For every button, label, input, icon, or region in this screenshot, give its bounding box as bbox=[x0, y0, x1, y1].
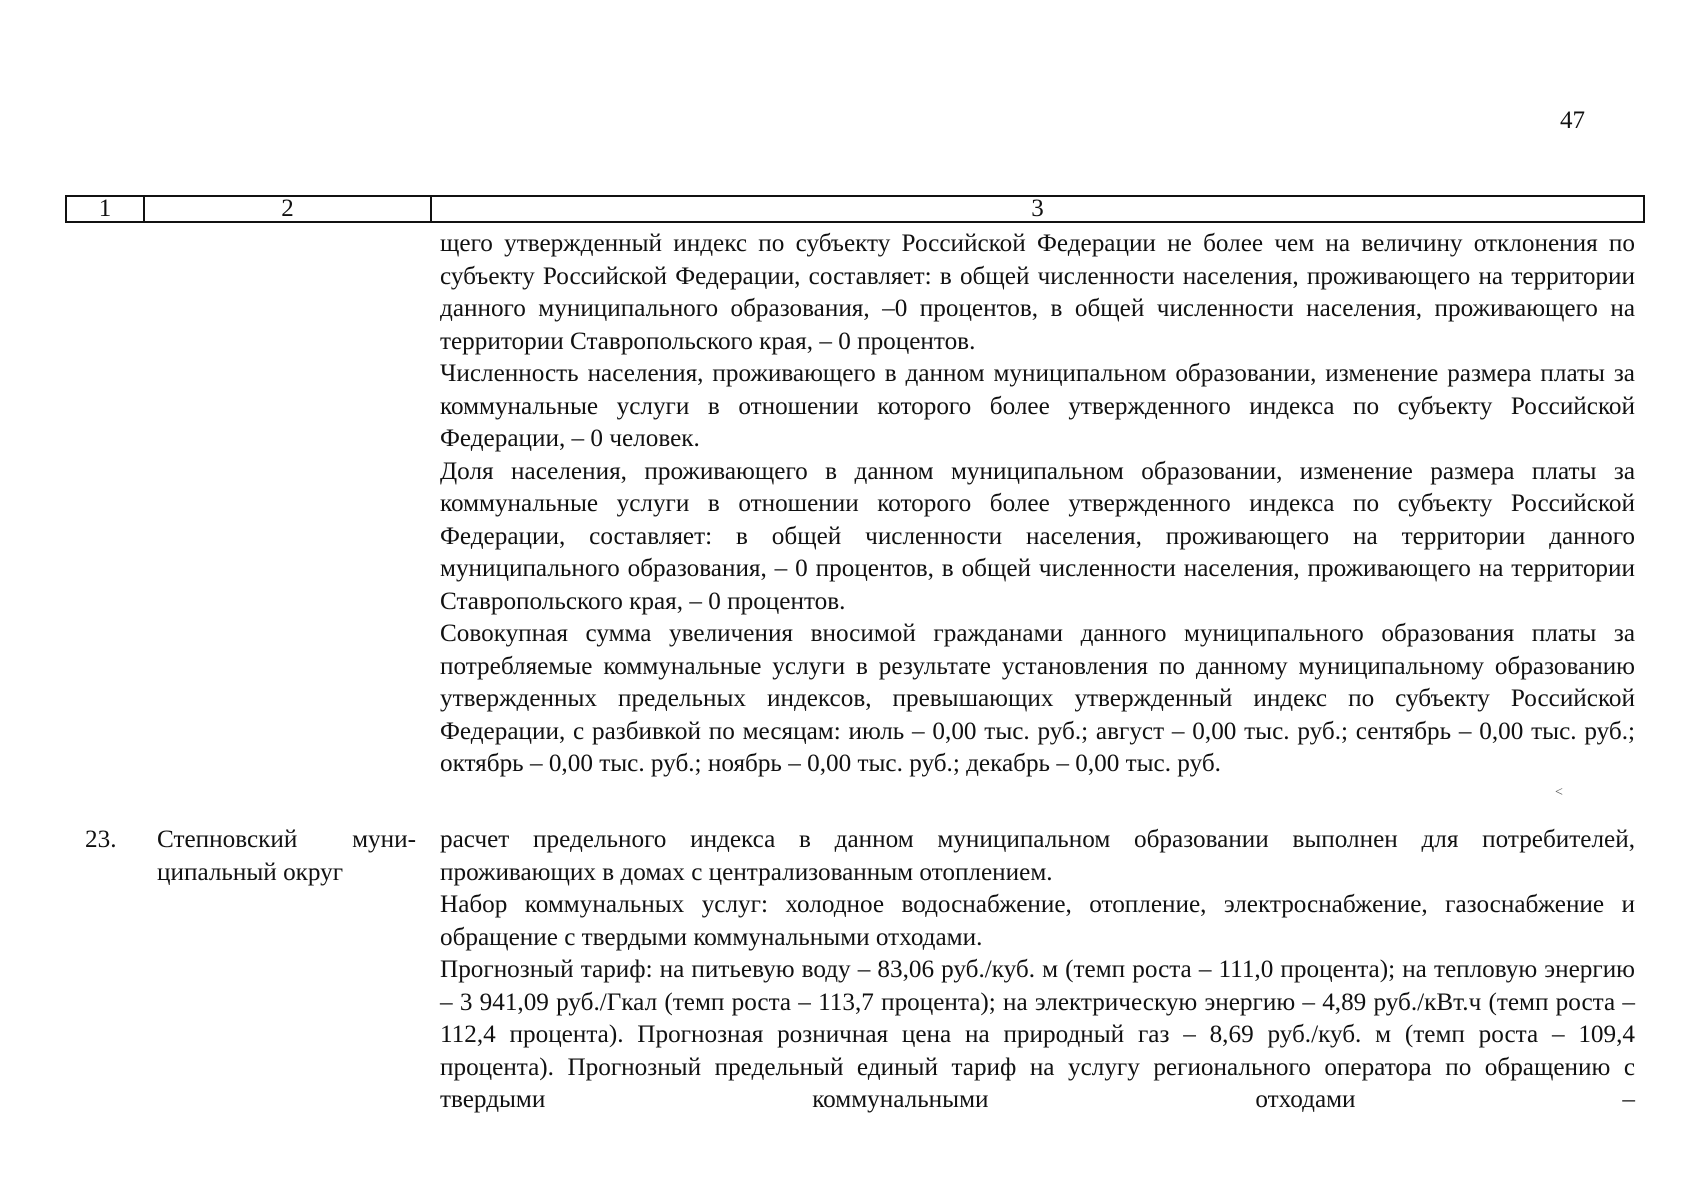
paragraph: Численность населения, проживающего в данном муниципальном образовании, изменение размера платы за коммунальные услуги в отношении которого более утвержденного индекса по субъекту Российской Федерации, – 0 человек. bbox=[440, 360, 1635, 452]
column-number-2: 2 bbox=[145, 197, 432, 221]
column-number-1: 1 bbox=[67, 197, 145, 221]
page-number: 47 bbox=[1560, 107, 1585, 134]
paragraph: щего утвержденный индекс по субъекту Российской Федерации не более чем на величину отклонения по субъекту Российской Федерации, составляет: в общей численности населения, проживающего на территории данного муниципального образования, –0 процентов, в общей численности населения, проживающего на территории Ставропольского края, – 0 процентов. bbox=[440, 230, 1635, 355]
scan-artifact: < bbox=[1555, 785, 1563, 800]
paragraph: Набор коммунальных услуг: холодное водоснабжение, отопление, электроснабжение, газоснабжение и обращение с твердыми коммунальными отходами. bbox=[440, 891, 1635, 951]
continued-cell-text bbox=[440, 228, 1635, 781]
paragraph: Совокупная сумма увеличения вносимой гражданами данного муниципального образования платы за потребляемые коммунальные услуги в результате установления по данному муниципальному образованию утвержденных предельных индексов, превышающих утвержденный индекс по субъекту Российской Федерации, с разбивкой по месяцам: июль – 0,00 тыс. руб.; август – 0,00 тыс. руб.; сентябрь – 0,00 тыс. руб.; октябрь – 0,00 тыс. руб.; ноябрь – 0,00 тыс. руб.; декабрь – 0,00 тыс. руб. bbox=[440, 620, 1635, 777]
table-column-header bbox=[65, 195, 1645, 223]
column-number-3: 3 bbox=[1031, 195, 1044, 222]
paragraph: Прогнозный тариф: на питьевую воду – 83,06 руб./куб. м (темп роста – 111,0 процента); на тепловую энергию – 3 941,09 руб./Гкал (темп роста – 113,7 процента); на электрическую энергию – 4,89 руб./кВт.ч (темп роста – 112,4 процента). Прогнозная розничная цена на природный газ – 8,69 руб./куб. м (темп роста – 109,4 процента). Прогнозный предельный единый тариф на услугу регионального оператора по обращению с твердыми коммунальными отходами – bbox=[440, 956, 1635, 1113]
paragraph: расчет предельного индекса в данном муниципальном образовании выполнен для потребителей, проживающих в домах с централизованным отоплением. bbox=[440, 826, 1635, 886]
municipality-name: Степновский муниципальный округ bbox=[157, 826, 416, 886]
row-description bbox=[440, 824, 1635, 1117]
row-number: 23. bbox=[85, 826, 117, 853]
paragraph: Доля населения, проживающего в данном муниципальном образовании, изменение размера платы за коммунальные услуги в отношении которого более утвержденного индекса по субъекту Российской Федерации, составляет: в общей численности населения, проживающего на территории данного муниципального образования, – 0 процентов, в общей численности населения, проживающего на территории Ставропольского края, – 0 процентов. bbox=[440, 457, 1635, 615]
